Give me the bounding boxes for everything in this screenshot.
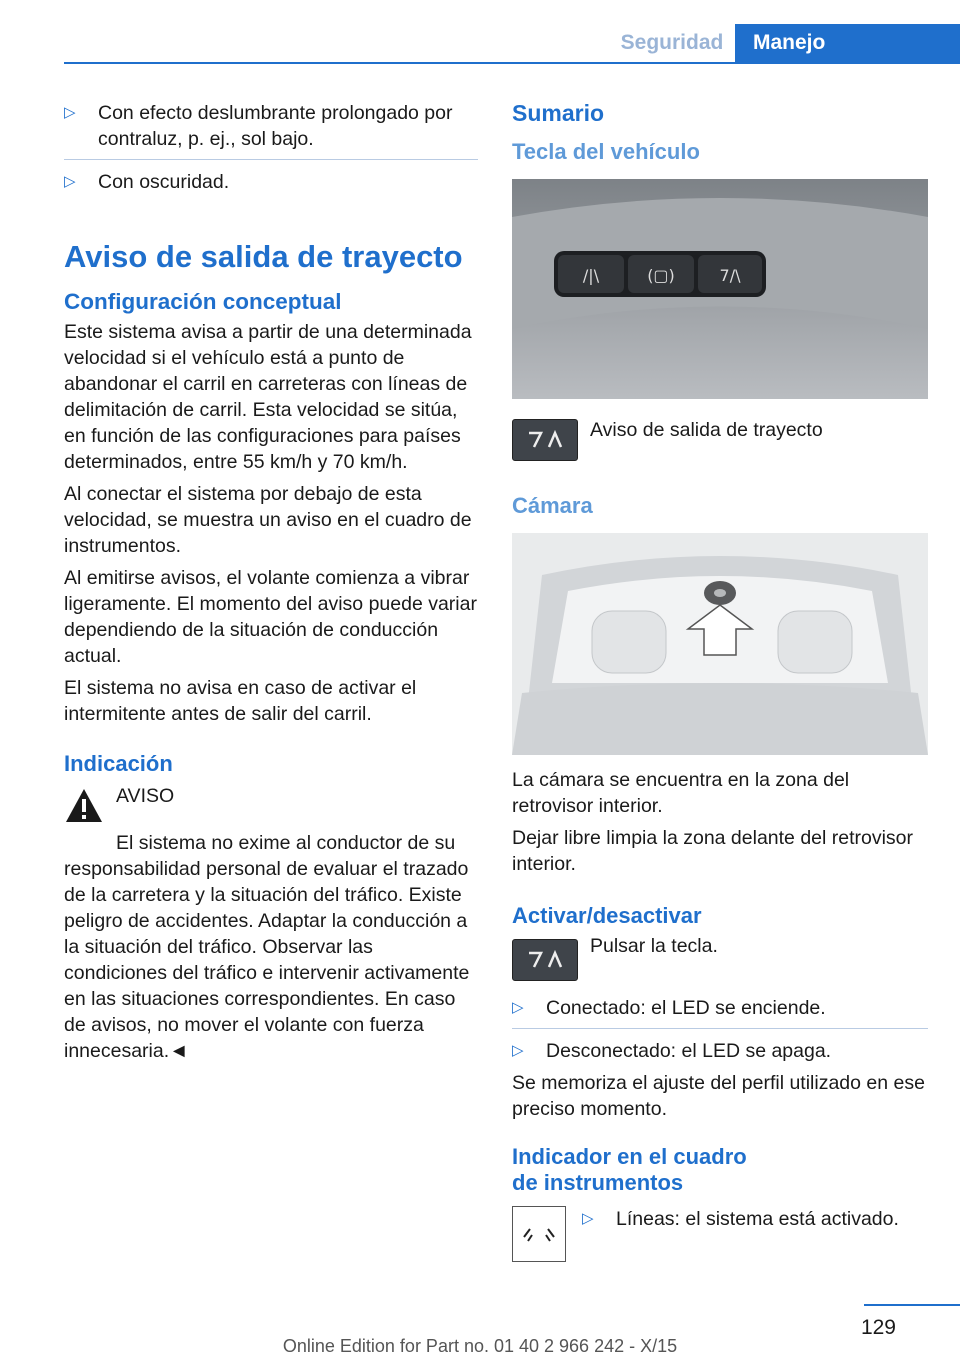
list-item: ▷ Líneas: el sistema está activado. bbox=[582, 1208, 899, 1230]
tab-seguridad[interactable]: Seguridad bbox=[620, 31, 724, 54]
svg-text:/|\: /|\ bbox=[582, 266, 600, 285]
tab-manejo[interactable]: Manejo bbox=[735, 24, 960, 62]
list-item: ▷ Conectado: el LED se enciende. bbox=[512, 997, 826, 1019]
indicador-heading: Indicador en el cuadro de instrumentos bbox=[512, 1144, 747, 1195]
right-column bbox=[512, 100, 928, 1262]
vehicle-button-photo bbox=[512, 179, 928, 399]
warning-icon bbox=[64, 787, 116, 830]
page-number: 129 bbox=[860, 1316, 896, 1339]
activar-caption-row: Pulsar la tecla. bbox=[512, 939, 928, 981]
sumario-heading: Sumario bbox=[512, 100, 605, 126]
list-item: ▷ Desconectado: el LED se apaga. bbox=[512, 1040, 832, 1062]
svg-text:(▢): (▢) bbox=[647, 266, 675, 285]
indicador-row bbox=[512, 1206, 928, 1262]
lane-departure-button-icon[interactable] bbox=[512, 939, 578, 981]
warning-label: AVISO bbox=[116, 785, 175, 807]
paragraph: Al emitirse avisos, el volante comienza a vibrar ligeramente. El momento del aviso puede variar dependiendo de la situación de conducción actual. bbox=[64, 567, 477, 667]
tecla-heading: Tecla del vehículo bbox=[512, 139, 700, 164]
activar-heading: Activar/desactivar bbox=[512, 903, 702, 928]
list-item: ▷ Con efecto deslumbrante prolongado por contraluz, p. ej., sol bajo. bbox=[64, 102, 453, 150]
camara-heading: Cámara bbox=[512, 493, 593, 518]
tecla-caption-row: Aviso de salida de trayecto bbox=[512, 419, 928, 461]
paragraph: Dejar libre limpia la zona delante del retrovisor interior. bbox=[512, 827, 914, 875]
paragraph: Este sistema avisa a partir de una determinada velocidad si el vehículo está a punto de abandonar el carril en carreteras con líneas de delimitación de carril. Esta velocidad se sitúa, en función de las configuraciones para países determinados, entre 55 km/h y 70 km/h. bbox=[64, 321, 472, 473]
triangle-bullet-icon: ▷ bbox=[64, 173, 76, 190]
paragraph: Se memoriza el ajuste del perfil utilizado en ese preciso momento. bbox=[512, 1072, 925, 1120]
svg-text:7/\: 7/\ bbox=[719, 266, 741, 285]
config-heading: Configuración conceptual bbox=[64, 289, 342, 314]
paragraph: La cámara se encuentra en la zona del retrovisor interior. bbox=[512, 769, 850, 817]
camera-location-photo bbox=[512, 533, 928, 755]
triangle-bullet-icon: ▷ bbox=[512, 999, 524, 1016]
paragraph: Al conectar el sistema por debajo de esta velocidad, se muestra un aviso en el cuadro de instrumentos. bbox=[64, 483, 472, 557]
warning-block bbox=[64, 787, 478, 830]
triangle-bullet-icon: ▷ bbox=[64, 104, 76, 121]
indicacion-heading: Indicación bbox=[64, 751, 173, 776]
lane-departure-button-icon bbox=[512, 419, 578, 461]
left-column bbox=[64, 100, 478, 1070]
warning-text: El sistema no exime al conductor de su responsabilidad personal de evaluar el trazado de la carretera y la situación del tráfico. Existe peligro de accidentes. Adaptar la conducción a la situación del tráfico. Observar las condiciones del tráfico e intervenir activamente en las situaciones correspondientes. En caso de avisos, no mover el volante con fuerza innecesaria.◄ bbox=[64, 832, 470, 1062]
triangle-bullet-icon: ▷ bbox=[582, 1210, 594, 1227]
section-title: Aviso de salida de trayecto bbox=[64, 239, 463, 274]
lane-lines-indicator-icon bbox=[512, 1206, 566, 1262]
list-item: ▷ Con oscuridad. bbox=[64, 171, 230, 193]
triangle-bullet-icon: ▷ bbox=[512, 1042, 524, 1059]
paragraph: El sistema no avisa en caso de activar el intermitente antes de salir del carril. bbox=[64, 677, 417, 725]
edition-footer: Online Edition for Part no. 01 40 2 966 242 - X/15 bbox=[282, 1336, 678, 1356]
